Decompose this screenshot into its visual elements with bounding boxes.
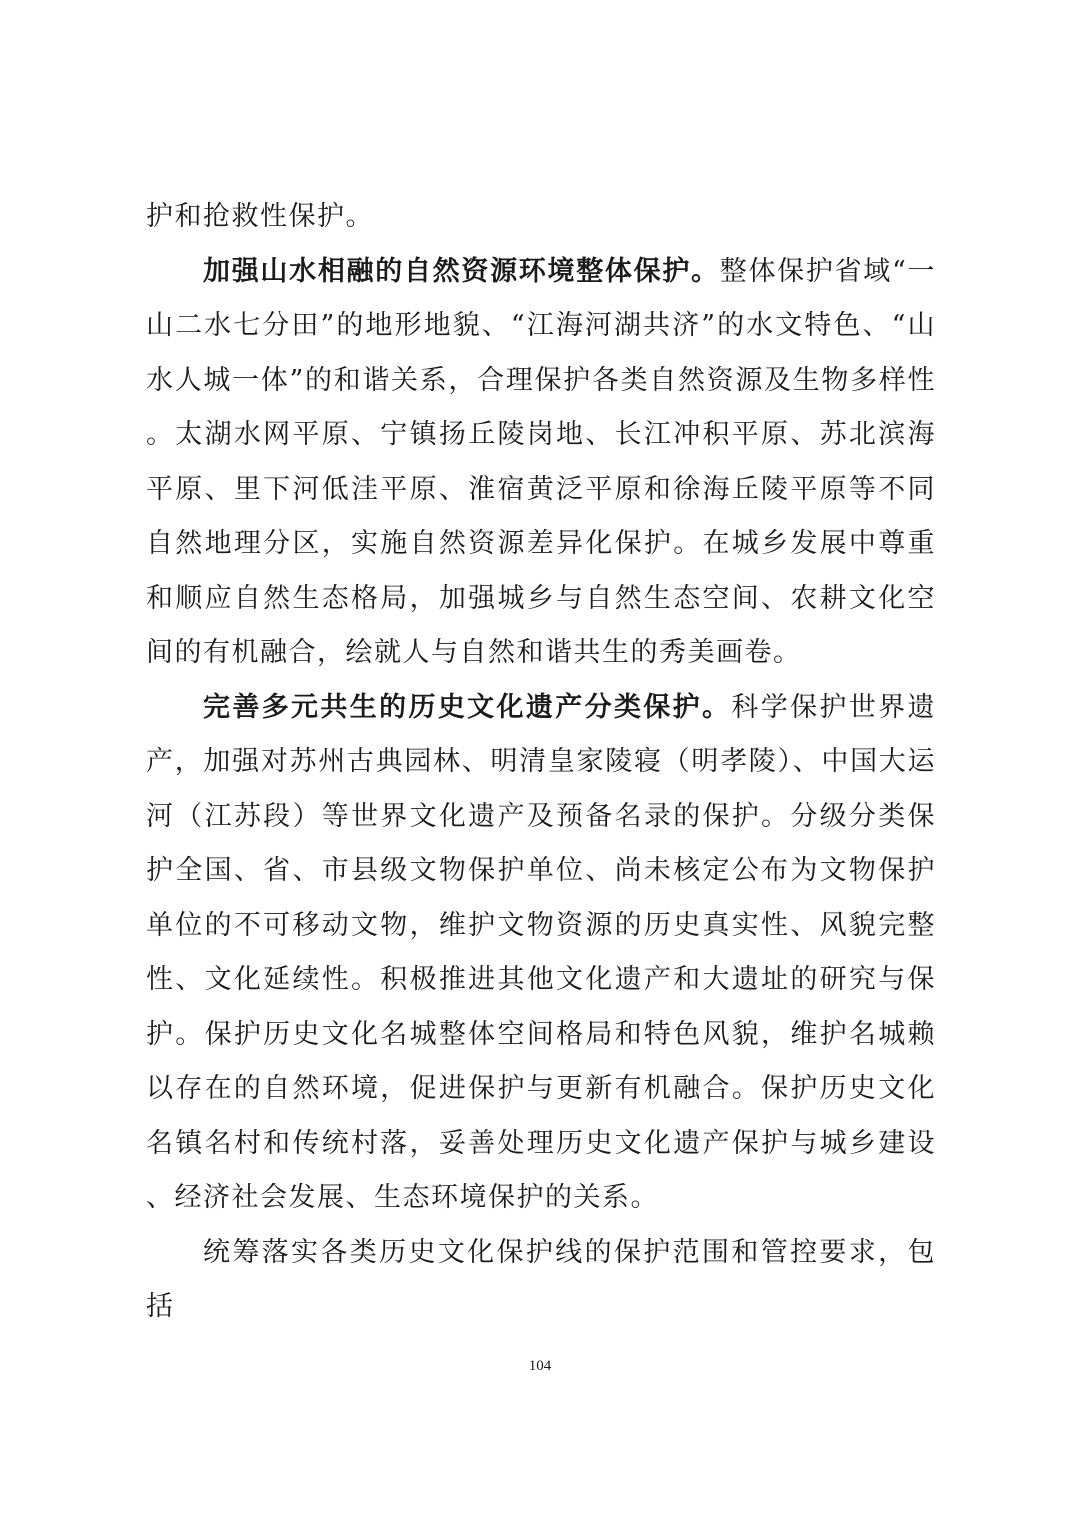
paragraph-text: 护和抢救性保护。	[146, 201, 374, 232]
paragraph-text: 统筹落实各类历史文化保护线的保护范围和管控要求，包括	[146, 1236, 936, 1322]
paragraph-text: 科学保护世界遗产，加强对苏州古典园林、明清皇家陵寝（明孝陵）、中国大运河（江苏段）等世界文化遗产及预备名录的保护。分级分类保护全国、省、市县级文物保护单位、尚未核定公布为文物保护单位的不可移动文物，维护文物资源的历史真实性、风貌完整性、文化延续性。积极推进其他文化遗产和大遗址的研究与保护。保护历史文化名城整体空间格局和特色风貌，维护名城赖以存在的自然环境，促进保护与更新有机融合。保护历史文化名镇名村和传统村落，妥善处理历史文化遗产保护与城乡建设、经济社会发展、生态环境保护的关系。	[146, 691, 936, 1213]
body-text	[146, 190, 936, 1335]
paragraph-continuation	[146, 190, 936, 245]
paragraph-heading: 加强山水相融的自然资源环境整体保护。	[203, 255, 720, 287]
paragraph-heritage	[146, 681, 936, 1226]
page-number: 104	[528, 1358, 552, 1374]
paragraph-heading: 完善多元共生的历史文化遗产分类保护。	[203, 691, 732, 723]
paragraph-protection-lines	[146, 1226, 936, 1335]
paragraph-text: 整体保护省域“一山二水七分田”的地形地貌、“江海河湖共济”的水文特色、“山水人城一体”的和谐关系，合理保护各类自然资源及生物多样性。太湖水网平原、宁镇扬丘陵岗地、长江冲积平原、苏北滨海平原、里下河低洼平原、淮宿黄泛平原和徐海丘陵平原等不同自然地理分区，实施自然资源差异化保护。在城乡发展中尊重和顺应自然生态格局，加强城乡与自然生态空间、农耕文化空间的有机融合，绘就人与自然和谐共生的秀美画卷。	[146, 255, 936, 668]
paragraph-natural-resources	[146, 245, 936, 681]
